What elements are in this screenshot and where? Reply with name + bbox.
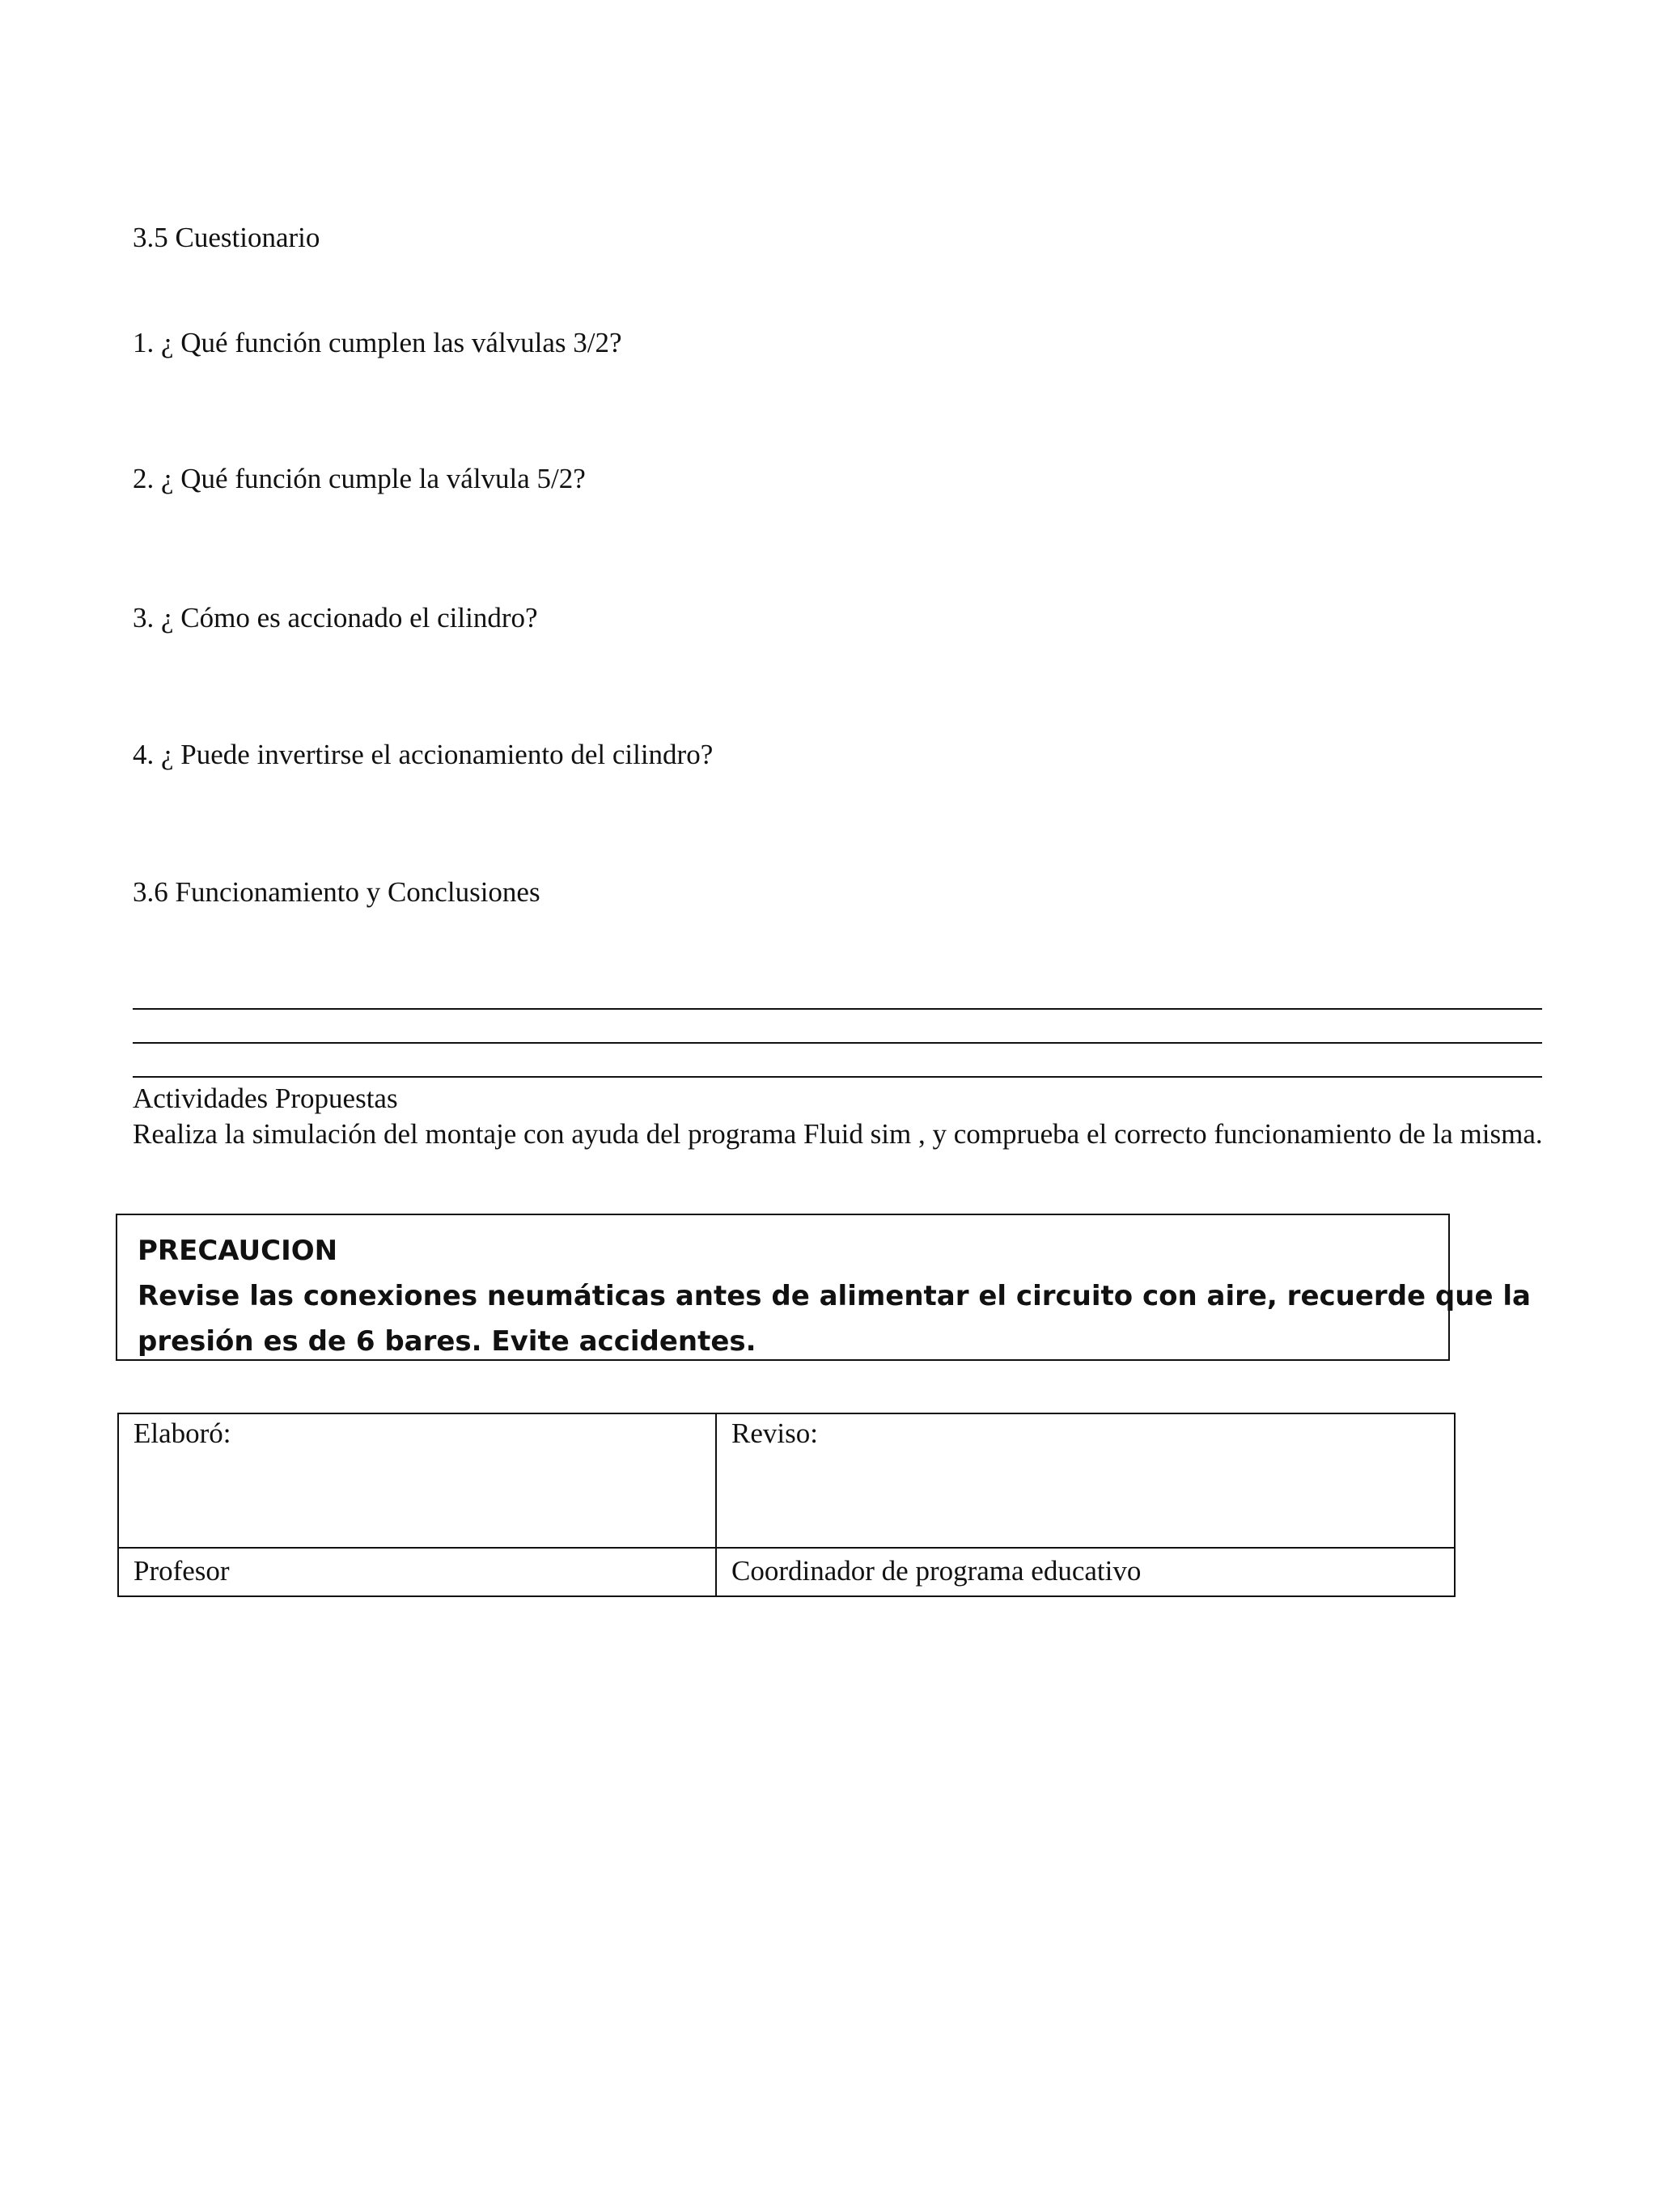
questionnaire-heading: 3.5 Cuestionario <box>133 222 320 253</box>
signature-table <box>117 1413 1456 1597</box>
caution-line-2: presión es de 6 bares. Evite accidentes. <box>138 1325 756 1358</box>
prepared-by-cell: Elaboró: <box>118 1413 716 1548</box>
answer-line-2 <box>133 1042 1542 1044</box>
reviewed-by-cell: Reviso: <box>716 1413 1455 1548</box>
activities-text: Realiza la simulación del montaje con ayuda del programa Fluid sim , y comprueba el correcto funcionamiento de la misma. <box>133 1118 1543 1150</box>
reviewed-role-cell: Coordinador de programa educativo <box>716 1548 1455 1596</box>
conclusions-heading: 3.6 Funcionamiento y Conclusiones <box>133 876 540 908</box>
prepared-role-cell: Profesor <box>118 1548 716 1596</box>
caution-title: PRECAUCION <box>138 1235 338 1267</box>
caution-box <box>116 1214 1531 1361</box>
question-3: 3. ¿ Cómo es accionado el cilindro? <box>133 602 538 634</box>
answer-line-3 <box>133 1076 1542 1078</box>
answer-line-1 <box>133 1008 1542 1010</box>
question-4: 4. ¿ Puede invertirse el accionamiento del cilindro? <box>133 739 714 770</box>
role-row <box>118 1548 1455 1596</box>
activities-heading: Actividades Propuestas <box>133 1083 398 1114</box>
caution-line-1: Revise las conexiones neumáticas antes de alimentar el circuito con aire, recuerde que la <box>138 1280 1531 1312</box>
signature-row <box>118 1413 1455 1548</box>
question-2: 2. ¿ Qué función cumple la válvula 5/2? <box>133 463 586 494</box>
question-1: 1. ¿ Qué función cumplen las válvulas 3/2? <box>133 327 622 358</box>
